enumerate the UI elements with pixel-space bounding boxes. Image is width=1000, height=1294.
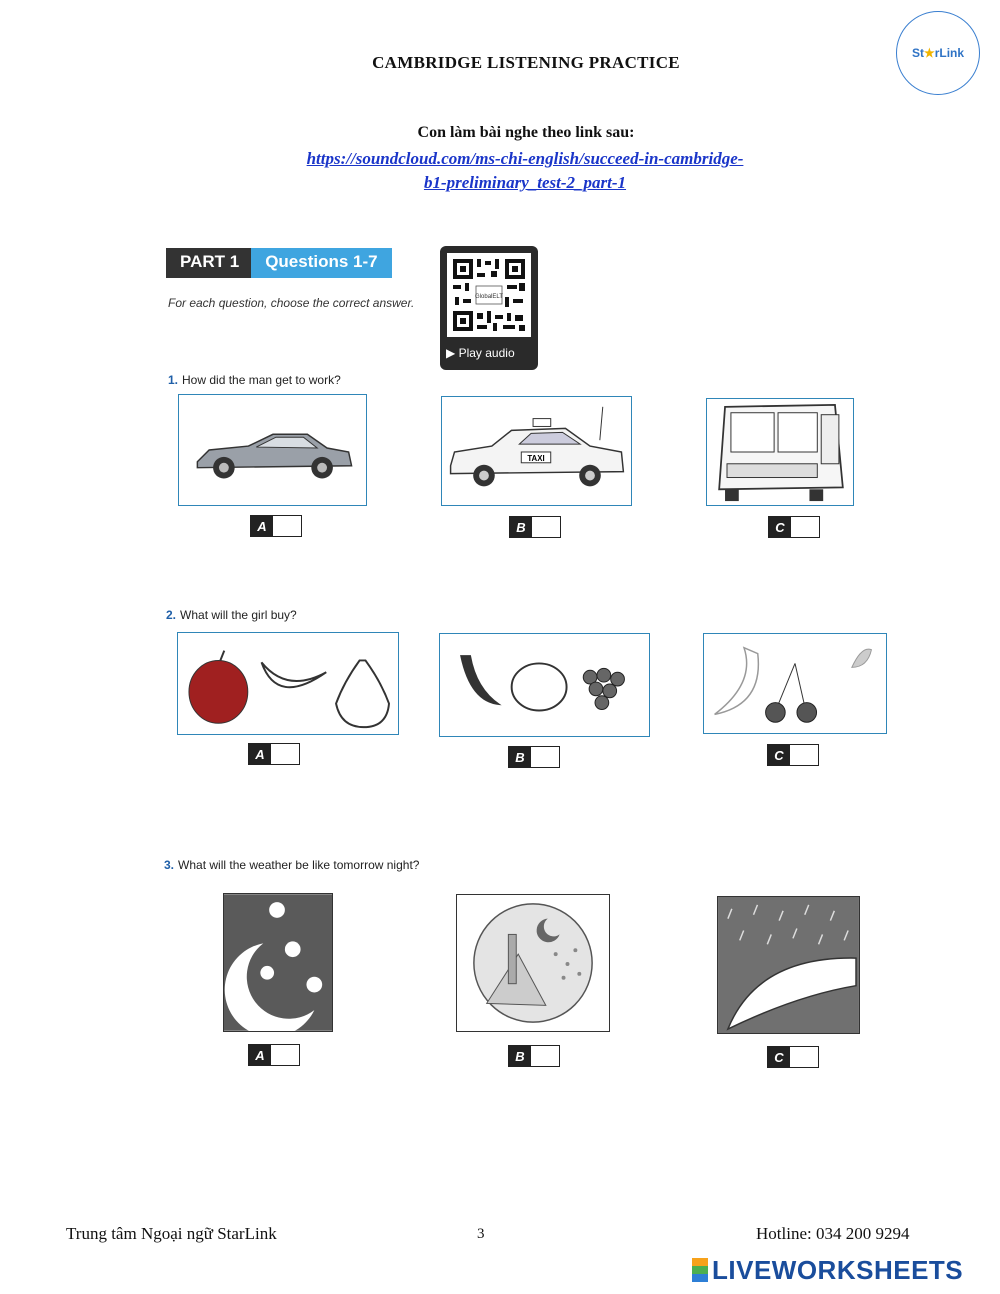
question-3 bbox=[164, 858, 419, 872]
page-title: CAMBRIDGE LISTENING PRACTICE bbox=[372, 53, 680, 72]
q2-option-c[interactable] bbox=[767, 744, 819, 766]
qr-brand-label: GlobalELT bbox=[475, 294, 503, 300]
starlink-logo bbox=[896, 11, 980, 95]
footer-hotline: Hotline: 034 200 9294 bbox=[756, 1224, 910, 1243]
footer-center-name: Trung tâm Ngoại ngữ StarLink bbox=[66, 1224, 277, 1243]
q2-option-a-letter: A bbox=[249, 744, 271, 764]
q2-option-b-letter: B bbox=[509, 747, 531, 767]
q1-option-b-letter: B bbox=[510, 517, 532, 537]
question-2-text: What will the girl buy? bbox=[180, 608, 297, 622]
logo-text-a: St bbox=[911, 46, 924, 60]
logo-text-b: rLink bbox=[934, 46, 965, 60]
q1-option-c[interactable] bbox=[768, 516, 820, 538]
q3-image-c-rain bbox=[717, 896, 860, 1034]
q1-image-b-taxi bbox=[441, 396, 632, 506]
questions-label: Questions 1-7 bbox=[251, 248, 391, 278]
taxi-sign-text: TAXI bbox=[527, 453, 545, 463]
q2-option-c-letter: C bbox=[768, 745, 790, 765]
qr-code-icon bbox=[447, 253, 531, 337]
q1-option-a[interactable] bbox=[250, 515, 302, 537]
question-2 bbox=[166, 608, 297, 622]
umbrella-rain-icon bbox=[718, 897, 859, 1033]
q3-option-c[interactable] bbox=[767, 1046, 819, 1068]
question-2-number: 2. bbox=[166, 608, 177, 622]
car-icon bbox=[179, 395, 366, 505]
bus-icon bbox=[707, 399, 853, 505]
q2-option-c-checkbox[interactable] bbox=[790, 745, 818, 765]
q3-option-b[interactable] bbox=[508, 1045, 560, 1067]
q1-option-a-letter: A bbox=[251, 516, 273, 536]
q1-option-c-checkbox[interactable] bbox=[791, 517, 819, 537]
liveworksheets-logo-icon bbox=[692, 1258, 708, 1282]
q3-option-b-checkbox[interactable] bbox=[531, 1046, 559, 1066]
banana-mango-grapes-icon bbox=[440, 634, 649, 736]
qr-play-audio[interactable] bbox=[440, 246, 538, 370]
q2-option-a[interactable] bbox=[248, 743, 300, 765]
q1-image-c-bus bbox=[706, 398, 854, 506]
question-1-text: How did the man get to work? bbox=[182, 373, 341, 387]
q3-image-b-snow bbox=[456, 894, 610, 1032]
q3-option-c-checkbox[interactable] bbox=[790, 1047, 818, 1067]
link-line-1[interactable]: https://soundcloud.com/ms-chi-english/succeed-in-cambridge- bbox=[306, 149, 744, 168]
q1-option-b-checkbox[interactable] bbox=[532, 517, 560, 537]
soundcloud-link[interactable] bbox=[250, 147, 800, 195]
q1-option-c-letter: C bbox=[769, 517, 791, 537]
link-line-2[interactable]: b1-preliminary_test-2_part-1 bbox=[423, 173, 627, 192]
part-banner bbox=[166, 248, 392, 278]
moon-stars-icon bbox=[224, 894, 332, 1031]
q3-option-a[interactable] bbox=[248, 1044, 300, 1066]
question-1-number: 1. bbox=[168, 373, 179, 387]
instruction: For each question, choose the correct answer. bbox=[168, 296, 415, 310]
question-3-number: 3. bbox=[164, 858, 175, 872]
q2-option-b[interactable] bbox=[508, 746, 560, 768]
part-label: PART 1 bbox=[166, 248, 251, 278]
question-3-text: What will the weather be like tomorrow night? bbox=[178, 858, 420, 872]
intro-text: Con làm bài nghe theo link sau: bbox=[417, 124, 635, 141]
q3-option-b-letter: B bbox=[509, 1046, 531, 1066]
q2-image-a-fruit bbox=[177, 632, 399, 735]
snowy-scene-icon bbox=[457, 895, 609, 1031]
q2-image-c-fruit bbox=[703, 633, 887, 734]
page-number: 3 bbox=[477, 1226, 485, 1242]
q3-option-a-checkbox[interactable] bbox=[271, 1045, 299, 1065]
question-1 bbox=[168, 373, 341, 387]
q1-option-b[interactable] bbox=[509, 516, 561, 538]
q3-image-a-night bbox=[223, 893, 333, 1032]
banana-cherries-icon bbox=[704, 634, 886, 733]
q1-option-a-checkbox[interactable] bbox=[273, 516, 301, 536]
q3-option-a-letter: A bbox=[249, 1045, 271, 1065]
play-icon: ▶ bbox=[446, 346, 456, 360]
liveworksheets-label: LIVEWORKSHEETS bbox=[712, 1255, 964, 1285]
q3-option-c-letter: C bbox=[768, 1047, 790, 1067]
q2-image-b-fruit bbox=[439, 633, 650, 737]
taxi-icon bbox=[442, 397, 631, 505]
q1-image-a-car bbox=[178, 394, 367, 506]
play-audio-label: Play audio bbox=[458, 346, 515, 360]
q2-option-b-checkbox[interactable] bbox=[531, 747, 559, 767]
liveworksheets-brand[interactable] bbox=[692, 1255, 963, 1286]
play-audio-button[interactable] bbox=[446, 346, 515, 360]
apple-banana-pear-icon bbox=[178, 633, 398, 734]
logo-star-icon: ★ bbox=[923, 46, 935, 60]
q2-option-a-checkbox[interactable] bbox=[271, 744, 299, 764]
